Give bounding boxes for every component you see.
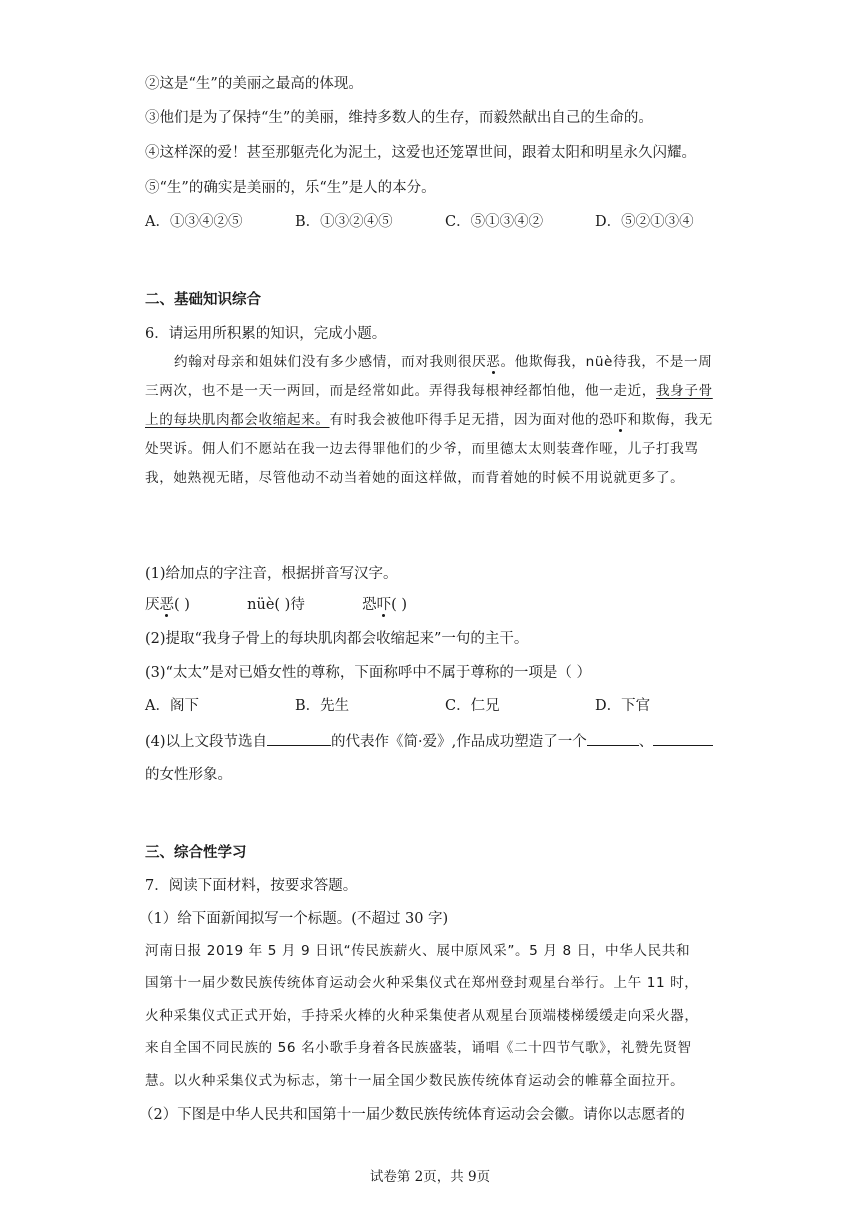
q6-sub1: (1)给加点的字注音，根据拼音写汉字。 [145,566,398,582]
section-2-heading: 二、基础知识综合 [145,291,261,308]
q6-sub3: (3)“太太”是对已婚女性的尊称，下面称呼中不属于尊称的一项是（ ） [145,665,591,681]
fill-blank-author [267,731,331,746]
char: 恐 [362,597,377,613]
q6-option-b: B．先生 [295,698,350,714]
section-3-heading: 三、综合性学习 [145,844,247,861]
q6-sub4-text: (4)以上文段节选自 [145,734,268,750]
char: 厌 [145,597,160,613]
q5-options [145,210,745,231]
q5-option-c: C．⑤①③④② [445,214,544,230]
item-b: nüè( )待 [247,597,305,613]
passage-text: 有时我会被他吓得手足无措，因为面对他的恐 [329,412,614,428]
item-a [145,597,190,613]
q5-option-a: A．①③④②⑤ [145,214,243,230]
answer-blank: ( ) [391,597,407,613]
q6-sub2: (2)提取“我身子骨上的每块肌肉都会收缩起来”一句的主干。 [145,631,529,647]
dotted-char: 恶 [159,597,174,613]
q7-prompt: 7．阅读下面材料，按要求答题。 [145,878,358,894]
underlined-sentence: 我身子骨上的每块肌肉都会收缩起来。 [145,383,713,428]
passage-text: 哑，儿子打我骂我，她熟视无睹，尽管他动不动当着她的面这样做，而背着她的时候不 [145,441,699,486]
news-line-3: 火种采集仪式正式开始，手持采火棒的火种采集使者从观星台顶端楼梯缓缓走向采火器， [145,1008,699,1024]
dotted-char-xia: 吓 [613,412,628,428]
passage-text: 一周三两次，也不是一天一两回，而是经常如此。弄得我每根神经都怕他，他一走近， [145,354,713,399]
passage-text: 用说就更多了。 [585,470,685,486]
q6-option-d: D．下官 [595,698,651,714]
q6-passage [145,348,720,493]
fill-blank-trait-1 [587,731,639,746]
q5-item-3: ③他们是为了保持“生”的美丽，维持多数人的生存，而毅然献出自己的生命的。 [145,110,653,126]
page-footer: 试卷第 2页，共 9页 [369,1169,491,1185]
dotted-char: 吓 [376,597,392,613]
q5-item-5: ⑤“生”的确实是美丽的，乐“生”是人的本分。 [145,180,436,196]
news-line-1: 河南日报 2019 年 5 月 9 日讯“传民族薪火、展中原风采”。5 月 8 日，中华人民共和 [145,943,691,959]
q6-sub4-text: 的代表作《简·爱》,作品成功塑造了一个 [331,734,587,750]
fill-blank-trait-2 [653,731,713,746]
q5-option-b: B．①③②④⑤ [295,214,393,230]
q6-sub3-options [145,694,745,715]
news-line-2: 国第十一届少数民族传统体育运动会火种采集仪式在郑州登封观星台举行。上午 11 时， [145,975,699,991]
q5-item-4: ④这样深的爱！甚至那躯壳化为泥土，这爱也还笼罩世间，跟着太阳和明星永久闪耀。 [145,145,696,161]
item-c [362,597,407,613]
answer-blank: ( ) [174,597,190,613]
passage-text: 和欺侮，我无处哭诉。佣人们不愿站在我一边去得罪他们的少爷，而里德太太则装聋作 [145,412,713,457]
q6-sub4-end: 的女性形象。 [145,767,232,783]
news-line-5: 慧。以火种采集仪式为标志，第十一届全国少数民族传统体育运动会的帷幕全面拉开。 [145,1073,685,1089]
passage-text: 约翰对母亲和姐妹们没有多少感情，而对我则很厌 [174,354,487,370]
dotted-char-e: 恶 [486,354,501,370]
q5-option-d: D．⑤②①③④ [595,214,694,230]
q6-prompt: 6．请运用所积累的知识，完成小题。 [145,326,387,342]
q7-sub1: （1）给下面新闻拟写一个标题。(不超过 30 字) [139,911,449,927]
q7-sub2: （2）下图是中华人民共和国第十一届少数民族传统体育运动会会徽。请你以志愿者的 [139,1107,685,1123]
passage-text: 。他欺侮我，nüè待我，不是 [500,354,684,370]
q6-option-a: A．阁下 [145,698,199,714]
q6-sub1-items [145,593,407,614]
q5-item-2: ②这是“生”的美丽之最高的体现。 [145,76,363,92]
q6-sub4-text: 、 [638,734,654,750]
q6-sub4 [145,730,713,751]
q6-option-c: C．仁兄 [445,698,500,714]
news-line-4: 来自全国不同民族的 56 名小歌手身着各民族盛装，诵唱《二十四节气歌》，礼赞先贤智 [145,1040,692,1056]
